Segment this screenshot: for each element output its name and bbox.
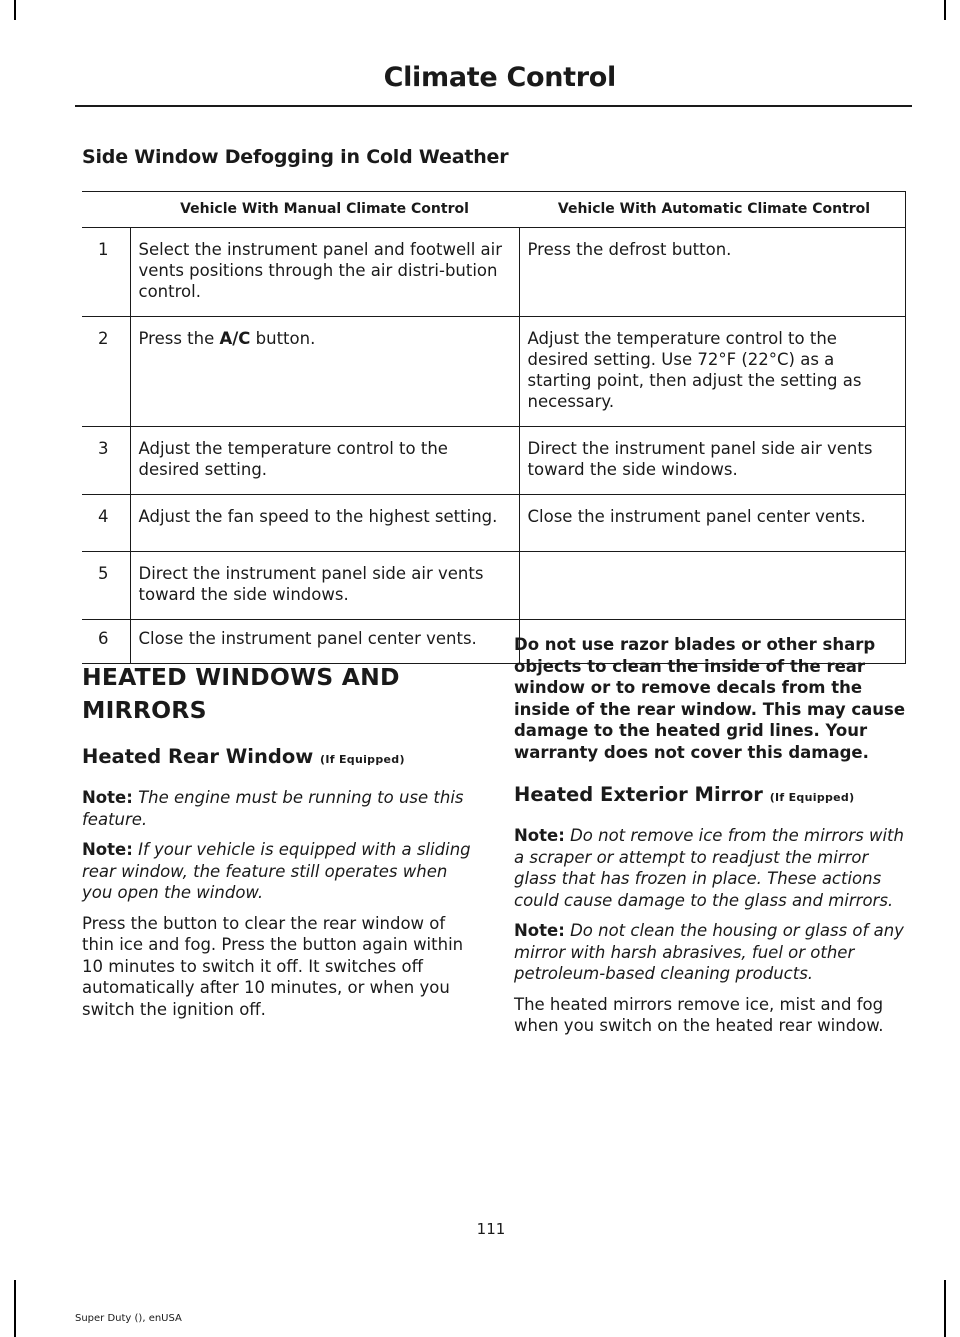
if-equipped-qualifier: (If Equipped) bbox=[320, 753, 405, 766]
automatic-step: Press the defrost button. bbox=[519, 228, 906, 317]
note-label: Note: bbox=[514, 826, 565, 845]
automatic-step: Direct the instrument panel side air vents toward the side windows. bbox=[519, 427, 906, 495]
note-text: If your vehicle is equipped with a sliding rear window, the feature still operates when you open the window. bbox=[82, 840, 471, 902]
heated-exterior-mirror-title: Heated Exterior Mirror bbox=[514, 783, 763, 806]
crop-mark-top-left bbox=[14, 0, 16, 20]
razor-blade-warning: Do not use razor blades or other sharp objects to clean the inside of the rear window or to remove decals from the inside of the rear window. This may cause damage to the heated grid lines. Your warranty does not cover this damage. bbox=[514, 635, 906, 762]
rear-window-body: Press the button to clear the rear window of thin ice and fog. Press the button again within 10 minutes to switch it off. It switches off automatically after 10 minutes, or when you switch the ignition off. bbox=[82, 913, 464, 1019]
step-number: 5 bbox=[82, 552, 130, 620]
heading-line-1: HEATED WINDOWS AND bbox=[82, 663, 400, 691]
mirror-note-1 bbox=[514, 825, 908, 911]
rear-window-note-2 bbox=[82, 839, 477, 904]
step-number: 4 bbox=[82, 495, 130, 552]
automatic-step: Close the instrument panel center vents. bbox=[519, 495, 906, 552]
note-label: Note: bbox=[82, 840, 133, 859]
table-header-manual: Vehicle With Manual Climate Control bbox=[130, 192, 519, 228]
heated-rear-window-title: Heated Rear Window bbox=[82, 745, 314, 768]
crop-mark-bottom-right bbox=[944, 1280, 946, 1337]
manual-step: Adjust the temperature control to the desired setting. bbox=[130, 427, 519, 495]
note-label: Note: bbox=[82, 788, 133, 807]
ac-button-label: A/C bbox=[219, 329, 251, 348]
page-header-title: Climate Control bbox=[383, 62, 616, 93]
note-text: Do not clean the housing or glass of any mirror with harsh abrasives, fuel or other petroleum-based cleaning products. bbox=[514, 921, 904, 983]
table-header-automatic: Vehicle With Automatic Climate Control bbox=[519, 192, 906, 228]
note-text: The engine must be running to use this feature. bbox=[82, 788, 464, 829]
step-number: 2 bbox=[82, 317, 130, 427]
table-header-row bbox=[82, 192, 906, 228]
automatic-step: Adjust the temperature control to the desired setting. Use 72°F (22°C) as a starting point, then adjust the setting as necessary. bbox=[519, 317, 906, 427]
mirror-body: The heated mirrors remove ice, mist and fog when you switch on the heated rear window. bbox=[514, 994, 884, 1035]
if-equipped-qualifier: (If Equipped) bbox=[769, 791, 855, 804]
rear-window-note-1 bbox=[82, 787, 477, 830]
heated-windows-heading bbox=[82, 662, 477, 725]
manual-step bbox=[130, 317, 519, 427]
header-divider bbox=[75, 105, 912, 107]
mirror-note-2 bbox=[514, 920, 908, 985]
heated-exterior-mirror-heading bbox=[514, 783, 908, 810]
step-number: 3 bbox=[82, 427, 130, 495]
crop-mark-bottom-left bbox=[14, 1280, 16, 1337]
manual-step-prefix: Press the bbox=[138, 329, 220, 348]
page-number: 111 bbox=[476, 1220, 506, 1238]
table-row bbox=[82, 552, 906, 620]
heated-rear-window-heading bbox=[82, 745, 477, 772]
manual-step: Adjust the fan speed to the highest setting. bbox=[130, 495, 519, 552]
automatic-step bbox=[519, 552, 906, 620]
defogging-steps-table bbox=[82, 191, 906, 664]
note-text: Do not remove ice from the mirrors with a scraper or attempt to readjust the mirror glass that has frozen in place. These actions could cause damage to the glass and mirrors. bbox=[514, 826, 904, 910]
footer-edition-text: Super Duty (), enUSA bbox=[75, 1313, 182, 1324]
table-row bbox=[82, 427, 906, 495]
step-number: 6 bbox=[82, 620, 130, 664]
manual-step: Direct the instrument panel side air vents toward the side windows. bbox=[130, 552, 519, 620]
table-header-step bbox=[82, 192, 130, 228]
section-title: Side Window Defogging in Cold Weather bbox=[82, 146, 509, 168]
table-row bbox=[82, 317, 906, 427]
manual-step-suffix: button. bbox=[250, 329, 316, 348]
crop-mark-top-right bbox=[944, 0, 946, 20]
table-row bbox=[82, 495, 906, 552]
step-number: 1 bbox=[82, 228, 130, 317]
manual-step: Select the instrument panel and footwell air vents positions through the air distri-bution control. bbox=[130, 228, 519, 317]
table-row bbox=[82, 228, 906, 317]
manual-step: Close the instrument panel center vents. bbox=[130, 620, 519, 664]
note-label: Note: bbox=[514, 921, 565, 940]
left-column bbox=[82, 662, 477, 1020]
right-column bbox=[514, 634, 908, 1037]
heading-line-2: MIRRORS bbox=[82, 696, 207, 724]
